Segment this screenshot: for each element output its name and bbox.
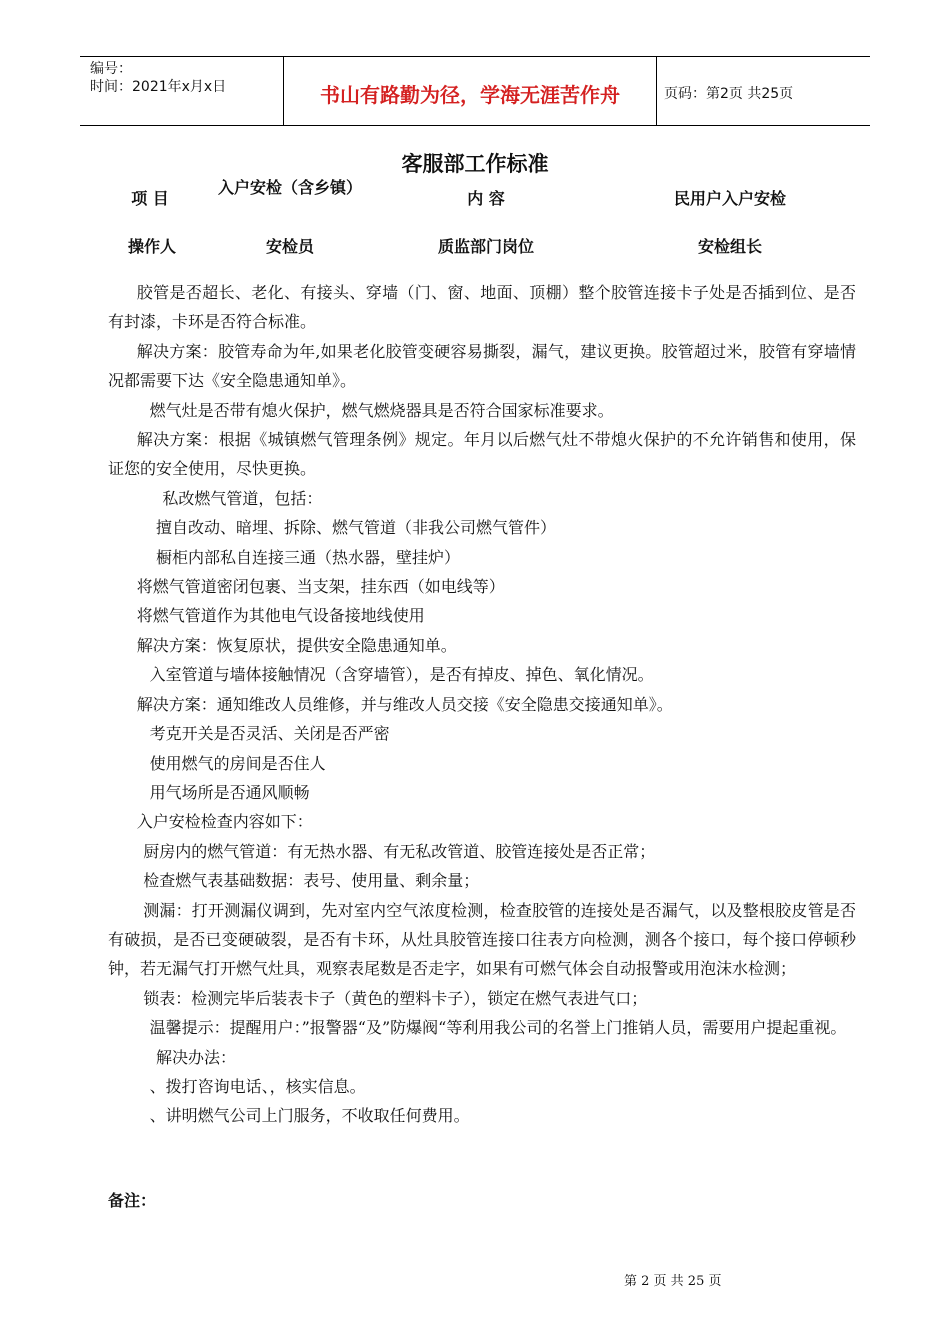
info-value-content: 民用户入户安检 <box>673 189 786 208</box>
body-paragraph: 、拨打咨询电话、，核实信息。 <box>149 1076 366 1096</box>
body-paragraph: 测漏：打开测漏仪调到，先对室内空气浓度检测，检查胶管的连接处是否漏气，以及整根胶皮管是否有破损，是否已变硬破裂，是否有卡环，从灶具胶管连接口往表方向检测，测各个接口，每个接口停顿秒钟，若无漏气打开燃气灶具，观察表尾数是否走字，如果有可燃气体会自动报警或用泡沫水检测； <box>108 900 856 979</box>
document-date: 时间：2021年x月x日 <box>90 79 227 95</box>
body-paragraph: 厨房内的燃气管道：有无热水器、有无私改管道、胶管连接处是否正常； <box>143 841 656 861</box>
header-page-info: 页码：第2页 共25页 <box>664 86 794 102</box>
document-number-label: 编号： <box>90 61 132 77</box>
body-paragraph: 橱柜内部私自连接三通（热水器，壁挂炉） <box>156 547 461 567</box>
body-paragraph: 入室管道与墙体接触情况（含穿墙管），是否有掉皮、掉色、氧化情况。 <box>149 665 654 685</box>
body-paragraph: 私改燃气管道，包括： <box>162 488 323 508</box>
body-paragraph: 检查燃气表基础数据：表号、使用量、剩余量； <box>143 871 480 891</box>
info-label-operator: 操作人 <box>127 237 176 256</box>
body-paragraph: 将燃气管道密闭包裹、当支架，挂东西（如电线等） <box>136 577 505 597</box>
body-paragraph: 解决方案：胶管寿命为年,如果老化胶管变硬容易撕裂，漏气，建议更换。胶管超过米，胶管有穿墙情况都需要下达《安全隐患通知单》。 <box>108 341 856 391</box>
header-motto-cell <box>283 57 657 125</box>
header-page-cell <box>656 57 870 125</box>
body-paragraph: 入户安检检查内容如下： <box>136 812 313 832</box>
info-value-item: 入户安检（含乡镇） <box>217 178 362 197</box>
header-meta-cell <box>80 57 283 125</box>
body-paragraph: 解决方案：根据《城镇燃气管理条例》规定。年月以后燃气灶不带熄火保护的不允许销售和使用，保证您的安全使用，尽快更换。 <box>108 430 856 479</box>
body-paragraph: 将燃气管道作为其他电气设备接地线使用 <box>136 606 425 626</box>
info-label-department: 质监部门岗位 <box>437 237 534 256</box>
info-label-item: 项 目 <box>131 189 169 208</box>
body-paragraph: 使用燃气的房间是否住人 <box>149 753 326 773</box>
body-paragraph: 胶管是否超长、老化、有接头、穿墙（门、窗、地面、顶棚）整个胶管连接卡子处是否插到位、是否有封漆，卡环是否符合标准。 <box>108 283 856 332</box>
body-paragraph: 解决方案：恢复原状，提供安全隐患通知单。 <box>136 635 457 655</box>
info-value-department: 安检组长 <box>697 237 762 256</box>
header-motto: 书山有路勤为径，学海无涯苦作舟 <box>320 83 620 107</box>
page-footer: 第 2 页 共 25 页 <box>624 1274 722 1289</box>
body-paragraph: 锁表：检测完毕后装表卡子（黄色的塑料卡子），锁定在燃气表进气口； <box>143 988 648 1008</box>
document-body <box>108 278 856 1131</box>
body-paragraph: 用气场所是否通风顺畅 <box>149 782 310 802</box>
info-label-content: 内 容 <box>467 189 505 208</box>
body-paragraph: 解决方案：通知维改人员维修，并与维改人员交接《安全隐患交接通知单》。 <box>136 694 673 714</box>
page-title: 客服部工作标准 <box>401 152 549 176</box>
info-value-operator: 安检员 <box>265 237 314 256</box>
body-paragraph: 考克开关是否灵活、关闭是否严密 <box>149 724 390 744</box>
document-header <box>80 56 870 126</box>
body-paragraph: 温馨提示：提醒用户：”报警器“及”防爆阀“等利用我公司的名誉上门推销人员，需要用户提起重视。 <box>149 1018 847 1038</box>
body-paragraph: 燃气灶是否带有熄火保护，燃气燃烧器具是否符合国家标准要求。 <box>149 400 614 420</box>
body-paragraph: 擅自改动、暗埋、拆除、燃气管道（非我公司燃气管件） <box>156 518 557 538</box>
note-label: 备注： <box>108 1191 157 1210</box>
body-paragraph: 、讲明燃气公司上门服务，不收取任何费用。 <box>149 1106 470 1126</box>
body-paragraph: 解决办法： <box>156 1047 237 1067</box>
